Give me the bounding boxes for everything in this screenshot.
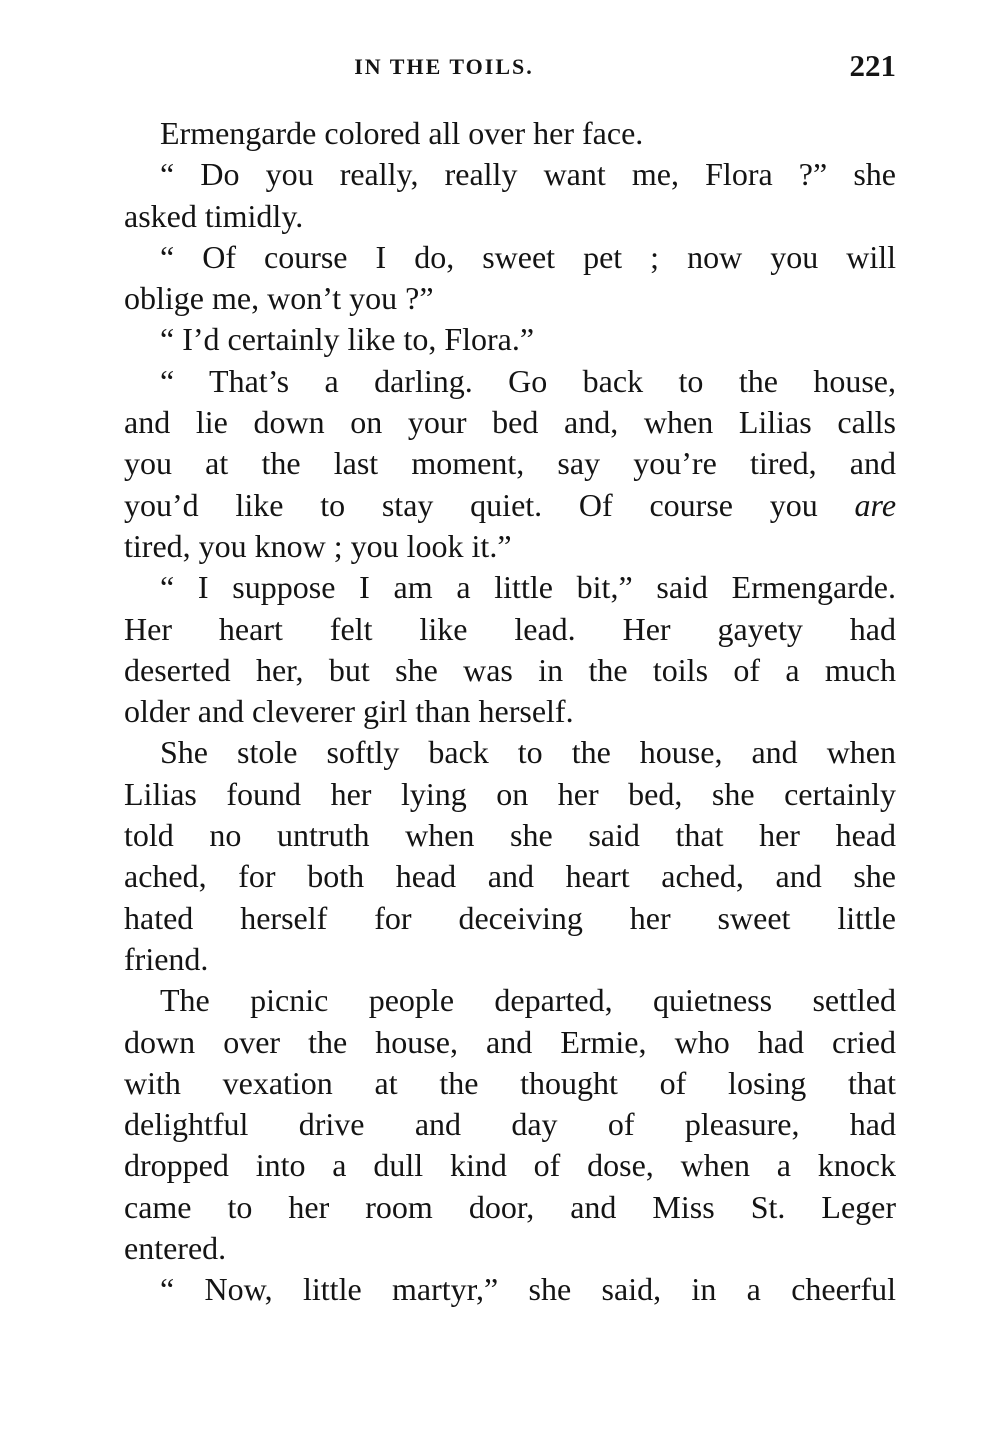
text-line: older and cleverer girl than herself. (124, 693, 574, 730)
running-header (124, 48, 896, 88)
text-line: She stole softly back to the house, and when (160, 734, 896, 771)
text-line: dropped into a dull kind of dose, when a knock (124, 1147, 896, 1184)
text-line: friend. (124, 940, 209, 977)
text-line: you at the last moment, say you’re tired, and (124, 445, 896, 482)
italic-word: are (854, 486, 896, 523)
text-line: oblige me, won’t you ?” (124, 280, 434, 317)
text-line: Ermengarde colored all over her face. (160, 115, 644, 151)
text-line: The picnic people departed, quietness settled (160, 982, 896, 1019)
text-line: “ Now, little martyr,” she said, in a cheerful (160, 1271, 896, 1308)
text-line: hated herself for deceiving her sweet little (124, 899, 896, 936)
body-text (124, 113, 896, 1311)
text-line: “ I’d certainly like to, Flora.” (160, 321, 535, 358)
text-line-with-italic (124, 485, 896, 526)
text-line: “ Do you really, really want me, Flora ?” she (160, 156, 896, 193)
text-line: and lie down on your bed and, when Lilias calls (124, 404, 896, 441)
page-number: 221 (849, 48, 896, 83)
text-line: Lilias found her lying on her bed, she certainly (124, 775, 896, 812)
text-line: “ Of course I do, sweet pet ; now you will (160, 238, 896, 275)
text-line: Her heart felt like lead. Her gayety had (124, 610, 896, 647)
text-line: entered. (124, 1230, 227, 1267)
text-line: asked timidly. (124, 197, 304, 234)
text-line: tired, you know ; you look it.” (124, 527, 512, 564)
text-line-segment: you’d like to stay quiet. Of course you (124, 486, 818, 523)
text-line: deserted her, but she was in the toils of a much (124, 651, 896, 688)
text-line: told no untruth when she said that her head (124, 817, 896, 854)
text-line: down over the house, and Ermie, who had cried (124, 1023, 896, 1060)
text-line: with vexation at the thought of losing that (124, 1064, 896, 1101)
chapter-running-title: IN THE TOILS. (354, 54, 534, 79)
text-line: ached, for both head and heart ached, and she (124, 858, 896, 895)
text-line: came to her room door, and Miss St. Leger (124, 1188, 896, 1225)
text-line: “ I suppose I am a little bit,” said Ermengarde. (160, 569, 896, 606)
text-line: delightful drive and day of pleasure, had (124, 1106, 896, 1143)
text-line: “ That’s a darling. Go back to the house, (160, 362, 896, 399)
